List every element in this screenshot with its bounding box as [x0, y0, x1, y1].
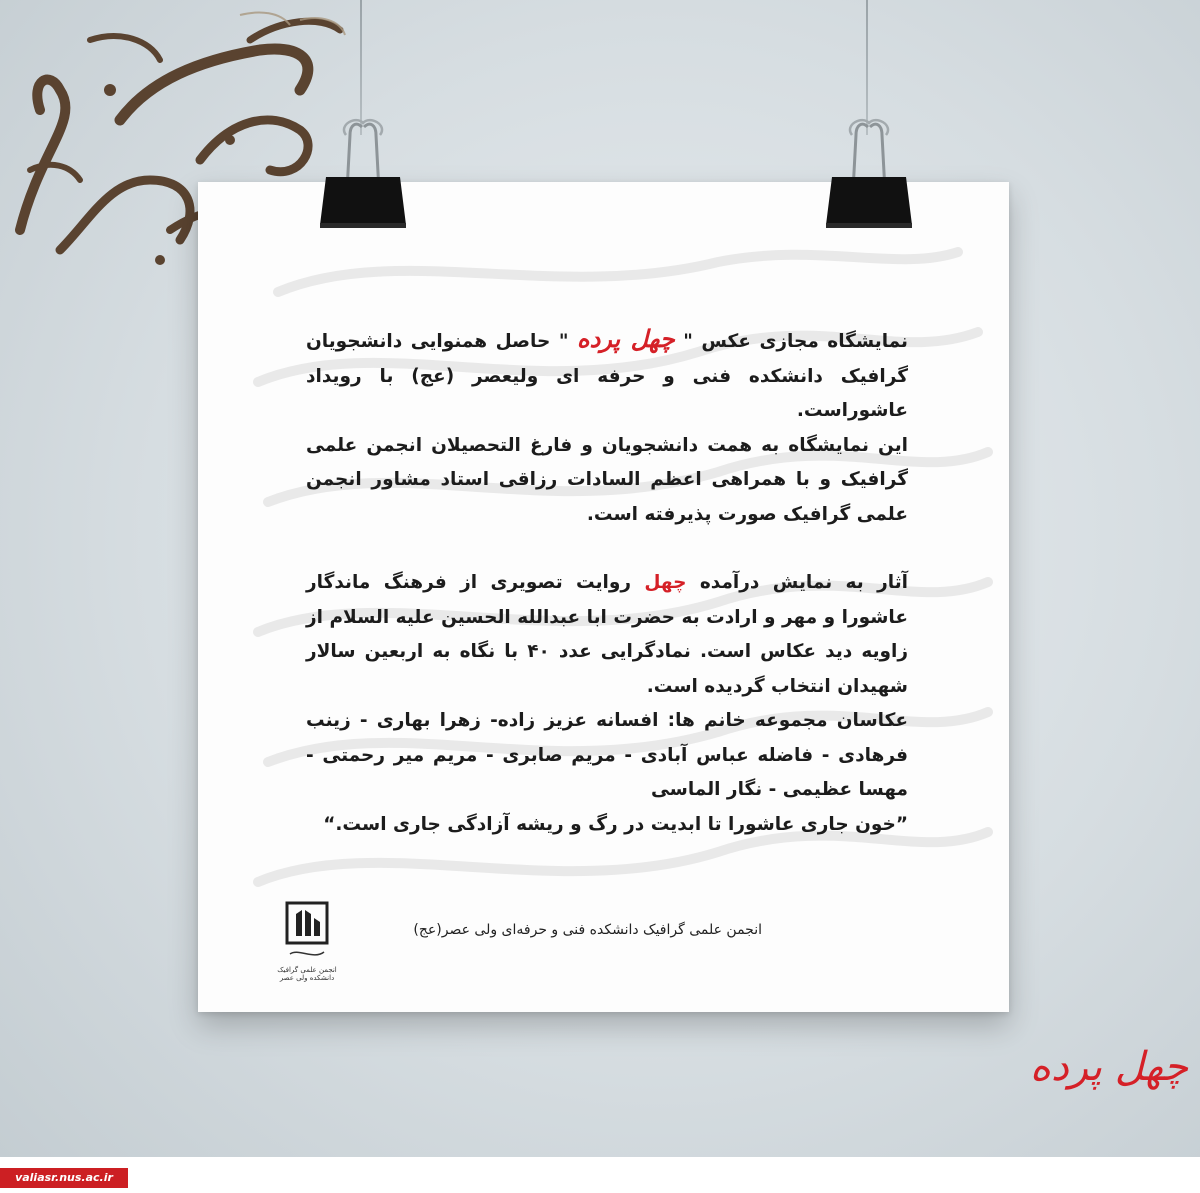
paragraph-intro: [306, 322, 908, 429]
binder-clip-right: [822, 115, 916, 230]
highlight-title: چهل پرده: [577, 324, 675, 353]
paragraph-photographers: عکاسان مجموعه خانم ها: افسانه عزیز زاده- زهرا بهاری - زینب فرهادی - فاضله عباس آبادی - مریم صابری - مریم میر رحمتی - مهسا عظیمی - نگار الماسی: [306, 710, 908, 800]
binder-clip-left: [316, 115, 410, 230]
highlight-number-word: چهل: [644, 572, 687, 593]
footer-caption: انجمن علمی گرافیک دانشکده فنی و حرفه‌ای ولی عصر(عج): [413, 922, 762, 938]
intro-text-end: " حاصل همنوایی دانشجویان گرافیک دانشکده فنی و حرفه ای ولیعصر (عج) با رویداد عاشوراست.: [306, 331, 908, 421]
description-text-end: روایت تصویری از فرهنگ ماندگار عاشورا و مهر و ارادت به حضرت ابا عبدالله الحسین علیه السلام از زاویه دید عکاس است. نمادگرایی عدد ۴۰ با نگاه به اربعین سالار شهیدان انتخاب گردیده است.: [306, 572, 909, 697]
intro-text-start: نمایشگاه مجازی عکس ": [674, 331, 908, 352]
paragraph-credits: این نمایشگاه به همت دانشجویان و فارغ التحصیلان انجمن علمی گرافیک و با همراهی اعظم السادات رزاقی استاد مشاور انجمن علمی گرافیک صورت پذیرفته است.: [306, 434, 908, 525]
paragraph-gap: [306, 532, 908, 566]
logo-caption: انجمن علمی گرافیک دانشکده ولی عصر: [277, 966, 337, 982]
footer-band: [0, 1157, 1200, 1193]
paragraph-description: [306, 566, 908, 704]
poster-body-text: [306, 322, 908, 842]
description-text-start: آثار به نمایش درآمده: [686, 572, 908, 593]
paragraph-quote: ”خون جاری عاشورا تا ابدیت در رگ و ریشه آزادگی جاری است.“: [323, 813, 908, 835]
bottom-title-text: چهل پرده: [1030, 1044, 1189, 1090]
association-logo: [284, 900, 330, 972]
bottom-script-title: [880, 1028, 1189, 1108]
poster-paper: [198, 182, 1009, 1012]
site-url-badge[interactable]: valiasr.nus.ac.ir: [0, 1168, 128, 1188]
